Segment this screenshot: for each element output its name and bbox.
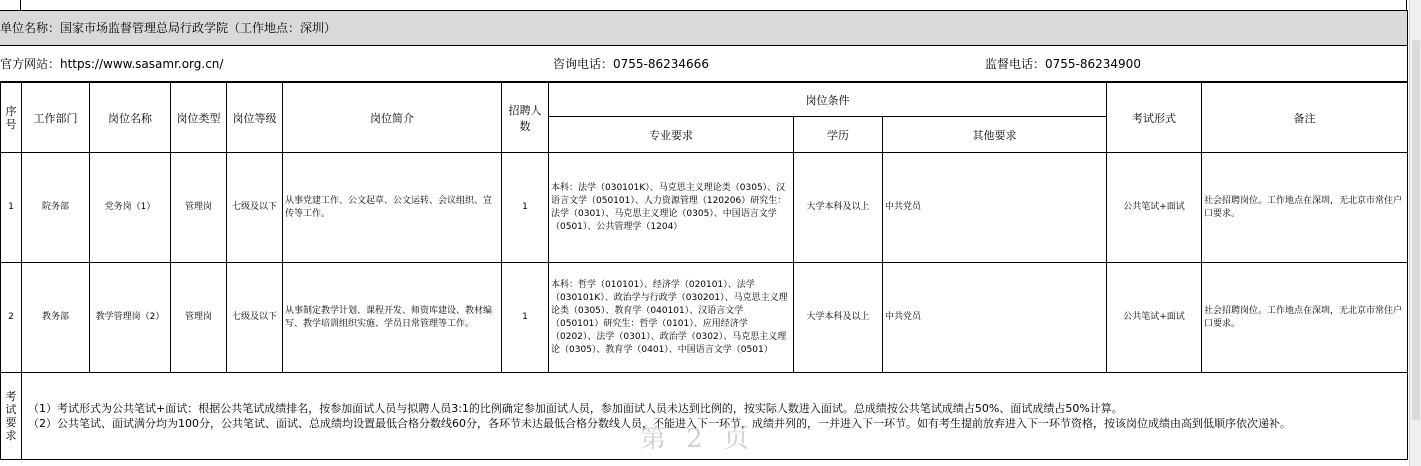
header-education: 学历 bbox=[794, 117, 883, 153]
header-post-level: 岗位等级 bbox=[227, 83, 283, 153]
header-post-type: 岗位类型 bbox=[171, 83, 227, 153]
cell-major: 本科：法学（030101K）、马克思主义理论类（0305）、汉语言文学（050101）、人力资源管理（120206）研究生：法学（0301）、马克思主义理论（0305）、中国语言文学（0501）、公共管理学（1204） bbox=[549, 153, 794, 263]
header-exam-form: 考试形式 bbox=[1107, 83, 1202, 153]
exam-note-line-1: （1）考试形式为公共笔试+面试：根据公共笔试成绩排名，按参加面试人员与拟聘人员3:1的比例确定参加面试人员，参加面试人员未达到比例的，按实际人数进入面试。总成绩按公共笔试成绩占50%、面试成绩占50%计算。 bbox=[28, 402, 1123, 415]
cell-other: 中共党员 bbox=[883, 153, 1107, 263]
cell-other: 中共党员 bbox=[883, 263, 1107, 373]
cell-index: 2 bbox=[1, 263, 22, 373]
top-strip bbox=[0, 0, 1408, 11]
header-headcount: 招聘人数 bbox=[502, 83, 549, 153]
scrollbar-thumb[interactable] bbox=[1412, 40, 1420, 420]
cell-post-type: 管理岗 bbox=[171, 153, 227, 263]
header-major: 专业要求 bbox=[549, 117, 794, 153]
website-label: 官方网站：https://www.sasamr.org.cn/ bbox=[0, 57, 224, 71]
table-row bbox=[1, 263, 1408, 373]
vertical-scrollbar[interactable] bbox=[1409, 0, 1421, 466]
cell-dept: 教务部 bbox=[22, 263, 90, 373]
supervise-phone-label: 监督电话：0755-86234900 bbox=[985, 57, 1141, 71]
cell-post-name: 党务岗（1） bbox=[90, 153, 171, 263]
cell-remarks: 社会招聘岗位。工作地点在深圳，无北京市常住户口要求。 bbox=[1202, 263, 1408, 373]
cell-remarks: 社会招聘岗位。工作地点在深圳，无北京市常住户口要求。 bbox=[1202, 153, 1408, 263]
cell-post-desc: 从事党建工作、公文起草、公文运转、会议组织、宣传等工作。 bbox=[283, 153, 502, 263]
cell-education: 大学本科及以上 bbox=[794, 153, 883, 263]
exam-note-label: 考试要求 bbox=[1, 373, 22, 460]
cell-headcount: 1 bbox=[502, 153, 549, 263]
job-table bbox=[0, 82, 1408, 460]
header-index: 序号 bbox=[1, 83, 22, 153]
cell-education: 大学本科及以上 bbox=[794, 263, 883, 373]
cell-post-name: 教学管理岗（2） bbox=[90, 263, 171, 373]
page-watermark: 第 2 页 bbox=[640, 424, 756, 454]
cell-index: 1 bbox=[1, 153, 22, 263]
cell-dept: 院务部 bbox=[22, 153, 90, 263]
consult-phone-label: 咨询电话：0755-86234666 bbox=[553, 57, 709, 71]
cell-exam-form: 公共笔试+面试 bbox=[1107, 153, 1202, 263]
cell-post-level: 七级及以下 bbox=[227, 153, 283, 263]
cell-exam-form: 公共笔试+面试 bbox=[1107, 263, 1202, 373]
cell-post-type: 管理岗 bbox=[171, 263, 227, 373]
table-row bbox=[1, 153, 1408, 263]
exam-note-line-2: （2）公共笔试、面试满分均为100分，公共笔试、面试、总成绩均设置最低合格分数线60分，各环节未达最低合格分数线人员，不能进入下一环节，成绩并列的，一并进入下一环节。如有考生提前放弃进入下一环节资格，按该岗位成绩由高到低顺序依次递补。 bbox=[28, 417, 1291, 430]
header-post-desc: 岗位简介 bbox=[283, 83, 502, 153]
contact-band bbox=[0, 46, 1408, 82]
unit-band bbox=[0, 11, 1408, 46]
cell-major: 本科：哲学（010101）、经济学（020101）、法学（030101K）、政治学与行政学（030201）、马克思主义理论类（0305）、教育学（040101）、汉语言文学（050101）研究生：哲学（0101）、应用经济学（0202）、法学（0301）、政治学（0302）、马克思主义理论（0305）、教育学（0401）、中国语言文学（0501） bbox=[549, 263, 794, 373]
cell-post-level: 七级及以下 bbox=[227, 263, 283, 373]
header-other: 其他要求 bbox=[883, 117, 1107, 153]
header-post-name: 岗位名称 bbox=[90, 83, 171, 153]
cell-post-desc: 从事制定教学计划、课程开发、师资库建设、教材编写、教学培训组织实施、学员日常管理等工作。 bbox=[283, 263, 502, 373]
header-conditions: 岗位条件 bbox=[549, 83, 1107, 117]
unit-label: 单位名称：国家市场监督管理总局行政学院（工作地点：深圳） bbox=[0, 21, 337, 35]
cell-headcount: 1 bbox=[502, 263, 549, 373]
header-dept: 工作部门 bbox=[22, 83, 90, 153]
header-remarks: 备注 bbox=[1202, 83, 1408, 153]
